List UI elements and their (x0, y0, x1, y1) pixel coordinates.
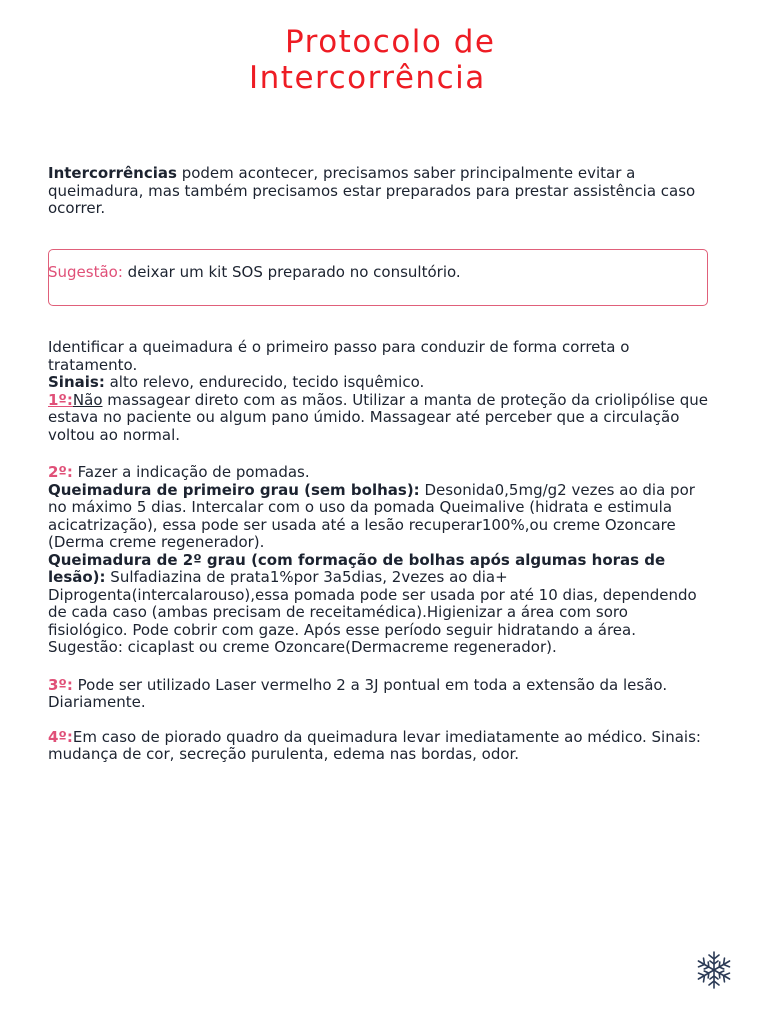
first-degree-paragraph (48, 482, 712, 552)
document-title (0, 24, 768, 96)
step-3-number: 3º: (48, 675, 73, 694)
step-1-underlined: Não (72, 390, 103, 409)
signs-label: Sinais: (48, 373, 105, 391)
spacer (48, 444, 712, 464)
suggestion-text (48, 264, 461, 282)
step-2-number: 2º: (48, 463, 73, 481)
second-degree-label: Queimadura de 2º grau (com formação de bolhas após algumas horas de lesão): (48, 550, 666, 586)
second-degree-paragraph (48, 552, 712, 657)
first-degree-text: Desonida0,5mg/g2 vezes ao dia por no máximo 5 dias. Intercalar com o uso da pomada Queimalive (hidrata e estimula acicatrização), essa pode ser usada até a lesão recuperar100%,ou creme Ozoncare (Derma creme regenerador). (48, 480, 695, 551)
step-4 (48, 729, 712, 764)
suggestion-body: deixar um kit SOS preparado no consultório. (122, 263, 461, 281)
second-degree-text: Sulfadiazina de prata1%por 3a5dias, 2vezes ao dia+ Diprogenta(intercalarouso),essa pomada pode ser usada por até 10 dias, dependendo de cada caso (ambas precisam de receitamédica).Higienizar a área com soro fisiológico. Pode cobrir com gaze. Após esse período seguir hidratando a área. Sugestão: cicaplast ou creme Ozoncare(Dermacreme regenerador). (48, 568, 697, 656)
identify-paragraph: Identificar a queimadura é o primeiro passo para conduzir de forma correta o tratamento. (48, 338, 630, 374)
step-2-text: Fazer a indicação de pomadas. (72, 463, 310, 481)
step-1-number: 1º: (48, 390, 73, 409)
step-4-number: 4º: (48, 727, 73, 746)
intro-bold: Intercorrências (48, 164, 177, 182)
step-1-text: massagear direto com as mãos. Utilizar a manta de proteção da criolipólise que estava no paciente ou algum pano úmido. Massagear até perceber que a circulação voltou ao normal. (48, 390, 708, 444)
spacer (48, 712, 712, 729)
snowflake-icon (694, 950, 734, 990)
step-4-text: Em caso de piorado quadro da queimadura levar imediatamente ao médico. Sinais: mudança de cor, secreção purulenta, edema nas bordas, odor. (48, 727, 701, 763)
intro-paragraph (48, 165, 712, 218)
step-2 (48, 464, 712, 482)
title-line-1: Protocolo de (285, 24, 496, 60)
step-3 (48, 677, 712, 712)
signs-paragraph (48, 374, 712, 392)
first-degree-label: Queimadura de primeiro grau (sem bolhas): (48, 480, 420, 499)
title-line-2: Intercorrência (249, 60, 486, 96)
spacer (48, 657, 712, 677)
step-1 (48, 392, 712, 445)
intro-text: podem acontecer, precisamos saber principalmente evitar a queimadura, mas também precisamos estar preparados para prestar assistência caso ocorrer. (48, 164, 696, 217)
signs-text: alto relevo, endurecido, tecido isquêmico. (104, 373, 425, 391)
suggestion-label: Sugestão: (48, 263, 123, 281)
step-3-text: Pode ser utilizado Laser vermelho 2 a 3J pontual em toda a extensão da lesão. Diariamente. (48, 675, 668, 711)
protocol-steps (48, 339, 712, 764)
